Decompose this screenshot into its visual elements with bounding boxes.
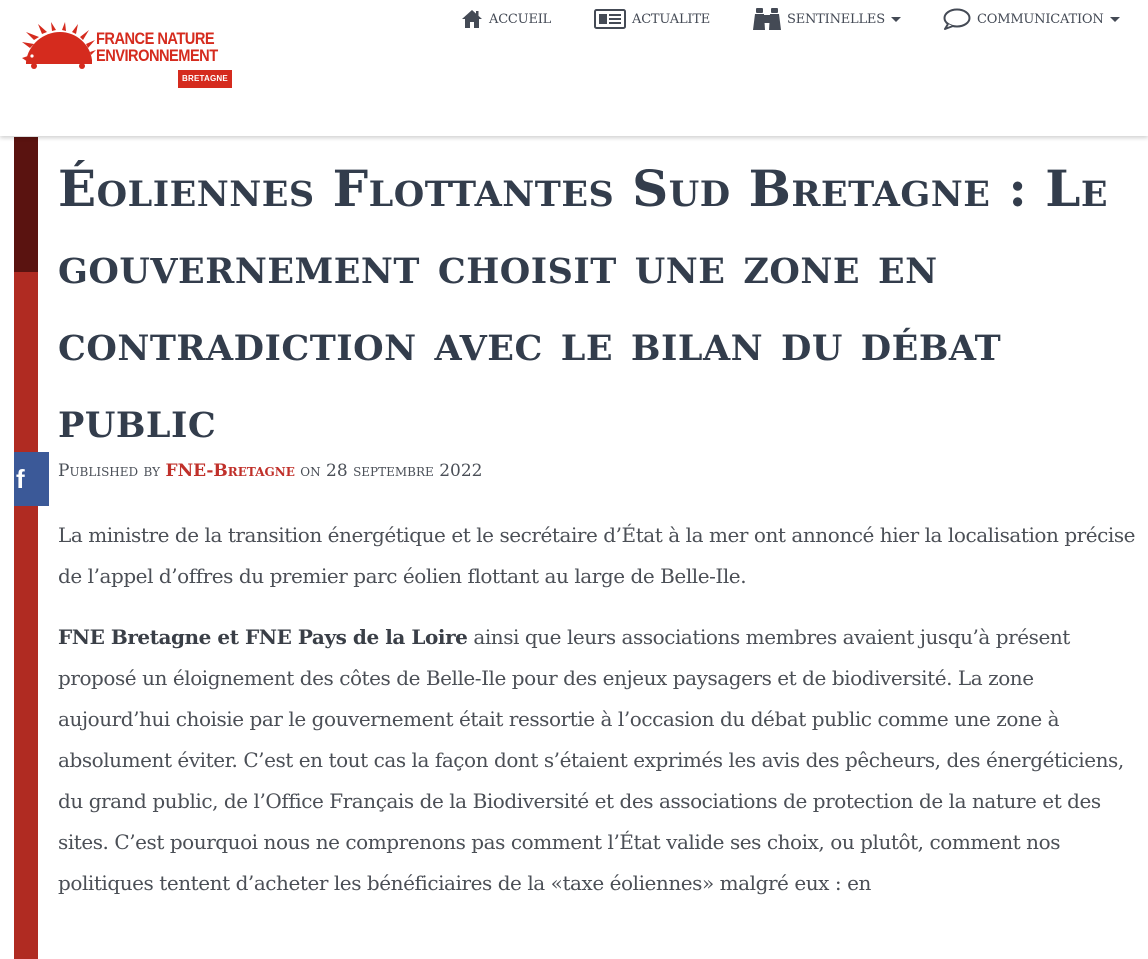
- logo-line-2: ENVIRONNEMENT: [96, 46, 218, 65]
- nav-label-sentinelles: SENTINELLES: [787, 11, 885, 27]
- paragraph-body: ainsi que leurs associations membres avaient jusqu’à présent proposé un éloignement des côtes de Belle-Ile pour des enjeux paysagers et de biodiversité. La zone aujourd’hui choisie par le gouvernement était ressortie à l’occasion du débat public comme une zone à absolument éviter. C’est en tout cas la façon dont s’étaient exprimés les avis des pêcheurs, des énergéticiens, du grand public, de l’Office Français de la Biodiversité et des associations de protection de la nature et des sites. C’est pourquoi nous ne comprenons pas comment l’État valide ses choix, ou plutôt, comment nos politiques tentent d’acheter les bénéficiaires de la «taxe éoliennes» malgré eux : en: [58, 625, 1124, 895]
- meta-on: on: [300, 461, 321, 481]
- meta-published-by: Published by: [58, 461, 161, 481]
- paragraph-lead: FNE Bretagne et FNE Pays de la Loire: [58, 625, 468, 649]
- article-title: Éoliennes Flottantes Sud Bretagne : Le gouvernement choisit une zone en contradiction avec le bilan du débat public: [58, 159, 1109, 449]
- accent-bar: [14, 272, 38, 959]
- nav-item-accueil[interactable]: [461, 7, 551, 31]
- site-header: [0, 0, 1148, 136]
- nav-label-communication: COMMUNICATION: [977, 11, 1104, 27]
- nav-label-accueil: ACCUEIL: [489, 11, 552, 27]
- hedgehog-logo-icon: [20, 22, 96, 72]
- binoculars-icon: [753, 7, 781, 31]
- nav-label-actualite: ACTUALITE: [632, 11, 711, 27]
- nav-item-communication[interactable]: [943, 7, 1120, 31]
- logo-wordmark: [96, 30, 218, 64]
- article-paragraph-1: La ministre de la transition énergétique et le secrétaire d’État à la mer ont annoncé hier la localisation précise de l’appel d’offres du premier parc éolien flottant au large de Belle-Ile.: [58, 523, 1136, 588]
- article-meta: [58, 459, 482, 483]
- nav-item-sentinelles[interactable]: [753, 7, 901, 31]
- home-icon: [461, 9, 483, 29]
- chevron-down-icon: [1110, 17, 1120, 22]
- article-paragraph-2: [58, 617, 1136, 904]
- logo-region-badge: BRETAGNE: [178, 70, 232, 88]
- site-logo[interactable]: [20, 20, 230, 92]
- article-date: 28 septembre 2022: [326, 461, 483, 481]
- accent-bar-top: [14, 137, 38, 272]
- nav-item-actualite[interactable]: [594, 7, 710, 31]
- newspaper-icon: [594, 9, 626, 29]
- facebook-icon: f: [16, 464, 25, 494]
- facebook-share-button[interactable]: [14, 452, 49, 506]
- author-link[interactable]: FNE-Bretagne: [165, 461, 295, 481]
- speech-bubble-icon: [943, 8, 971, 30]
- logo-line-1: FRANCE NATURE: [96, 29, 215, 48]
- chevron-down-icon: [891, 17, 901, 22]
